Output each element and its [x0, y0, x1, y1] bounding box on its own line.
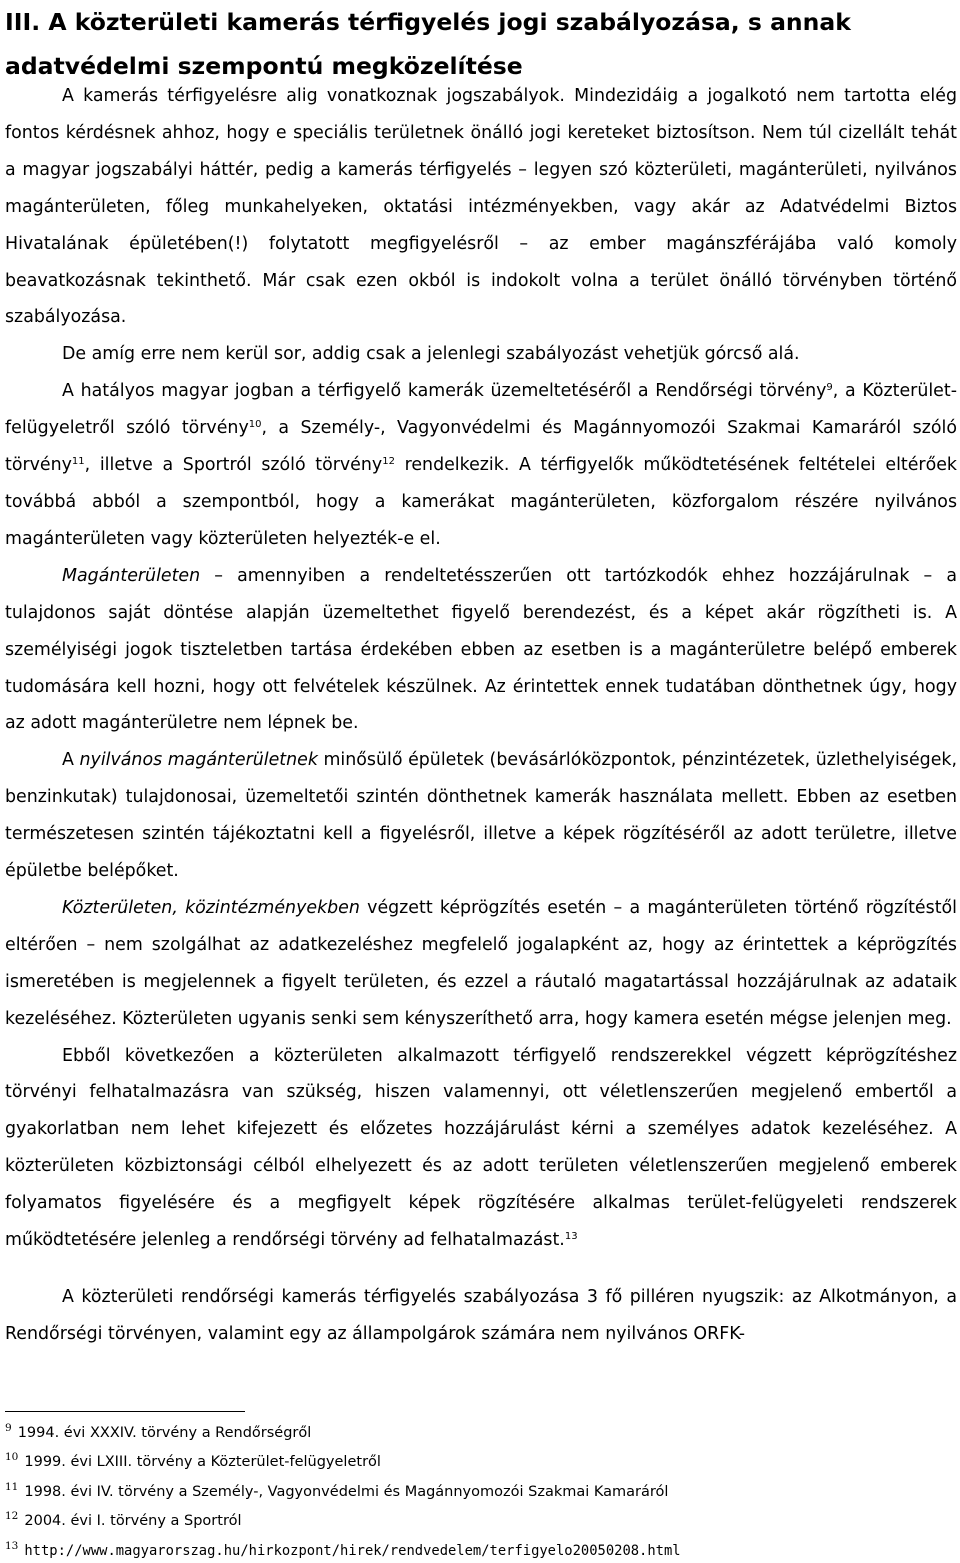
footnote-text: 1994. évi XXXIV. törvény a Rendőrségről — [17, 1425, 312, 1441]
paragraph-private-property — [5, 558, 957, 743]
footnote-ref[interactable]: 10 — [248, 419, 262, 431]
footnote-ref[interactable]: 13 — [564, 1231, 578, 1243]
paragraph-public-areas — [5, 890, 957, 1038]
text-run: , a Közterület-felügyeletről szóló törvény — [5, 381, 957, 439]
footnote-text: 2004. évi I. törvény a Sportról — [24, 1513, 242, 1530]
text-run: minősülő épületek (bevásárlóközpontok, pénzintézetek, üzlethelyiségek, benzinkutak) tulajdonosai, üzemeltetői szintén dönthetnek kamerák használata mellett. Ebben az esetben természetesen szintén tájékoztatni kell a figyelésről, illetve a képek rögzítéséről az adott területre, illetve épületbe belépőket. — [5, 750, 957, 882]
footnote-link[interactable]: http://www.magyarorszag.hu/hirkozpont/hirek/rendvedelem/terfigyelo20050208.html — [24, 1542, 681, 1559]
footnote — [5, 1475, 955, 1504]
text-run: végzett képrögzítés esetén – a magánterületen történő rögzítéstől eltérően – nem szolgálhat az adatkezeléshez megfelelő jogalapként az, hogy az érintettek a képrögzítés ismeretében is megjelennek a figyelt területen, és ezzel a ráutaló magatartással hozzájárulnak az adataik kezeléséhez. Közterületen ugyanis senki sem kényszeríthető arra, hogy kamera esetén mégse jelenjen meg. — [5, 897, 957, 1029]
footnote-number: 11 — [5, 1480, 19, 1493]
paragraph-pillars: A közterületi rendőrségi kamerás térfigyelés szabályozása 3 fő pilléren nyugszik: az Alkotmányon, a Rendőrségi törvényen, valamint egy az állampolgárok számára nem nyilvános ORFK- — [5, 1287, 957, 1344]
footnote-number: 9 — [5, 1422, 12, 1434]
paragraph-current-regulation: De amíg erre nem kerül sor, addig csak a jelenlegi szabályozást vehetjük górcső alá. — [62, 344, 800, 365]
footnote — [5, 1534, 955, 1563]
footnote — [5, 1445, 955, 1474]
section-heading: III. A közterületi kamerás térfigyelés jogi szabályozása, s annak adatvédelmi szempontú megközelítése — [5, 8, 851, 80]
footnote — [5, 1504, 955, 1533]
paragraph-intro: A kamerás térfigyelésre alig vonatkoznak jogszabályok. Mindezidáig a jogalkotó nem tartotta elég fontos kérdésnek ahhoz, hogy e speciális területnek önálló jogi kereteket biztosítson. Nem túl cizellált tehát a magyar jogszabályi háttér, pedig a kamerás térfigyelés – legyen szó közterületi, magánterületi, nyilvános magánterületen, főleg munkahelyeken, oktatási intézményekben, vagy akár az Adatvédelmi Biztos Hivatalának épületében(!) folytatott megfigyelésről – az ember magánszférájába való komoly beavatkozásnak tekinthető. Már csak ezen okból is indokolt volna a terület önálló törvényben történő szabályozása. — [5, 86, 957, 328]
text-run: Ebből következően a közterületen alkalmazott térfigyelő rendszerekkel végzett képrögzítéshez törvényi felhatalmazásra van szükség, hiszen valamennyi, ott véletlenszerűen megjelenő embertől a gyakorlatban nem lehet kifejezett és előzetes hozzájárulást kérni a személyes adatok kezeléséhez. A közterületen közbiztonsági célból elhelyezett és az adott területen véletlenszerűen megjelenő emberek folyamatos figyelésére és a megfigyelt képek rögzítésére alkalmas terület-felügyeleti rendszerek működtetésére jelenleg a rendőrségi törvény ad felhatalmazást. — [5, 1045, 957, 1251]
emphasis: Közterületen, közintézményekben — [62, 897, 360, 918]
text-run: rendelkezik. A térfigyelők működtetésének feltételei eltérőek továbbá abból a szempontból, hogy a kamerákat magánterületen, közforgalom részére nyilvános magánterületen vagy közterületen helyezték-e el. — [5, 455, 957, 549]
footnote-text: 1998. évi IV. törvény a Személy-, Vagyonvédelmi és Magánnyomozói Szakmai Kamaráról — [24, 1483, 669, 1500]
body-text — [5, 78, 957, 1353]
footnote-number: 10 — [5, 1451, 19, 1464]
footnote-number: 13 — [5, 1539, 19, 1552]
footnote-ref[interactable]: 11 — [71, 456, 85, 468]
footnote-ref[interactable]: 12 — [382, 456, 395, 468]
footnote-number: 12 — [5, 1510, 19, 1523]
paragraph-public-private-property — [5, 742, 957, 890]
text-run: A hatályos magyar jogban a térfigyelő kamerák üzemeltetéséről a Rendőrségi törvény — [62, 381, 827, 402]
paragraph-authorization — [5, 1038, 957, 1259]
text-run: A — [62, 750, 80, 771]
emphasis: nyilvános magánterületnek — [79, 750, 318, 771]
footnote-ref[interactable]: 9 — [826, 382, 833, 394]
text-run: – amennyiben a rendeltetésszerűen ott tartózkodók ehhez hozzájárulnak – a tulajdonos saját döntése alapján üzemeltethet figyelő berendezést, és a képet akár rögzítheti is. A személyiségi jogok tiszteletben tartása érdekében ebben az esetben is a magánterületre belépő emberek tudomására kell hozni, hogy ott felvételek készülnek. Az érintettek ennek tudatában dönthetnek úgy, hogy az adott magánterületre nem lépnek be. — [5, 565, 957, 734]
paragraph-effective-law — [5, 373, 957, 558]
footnote-separator — [5, 1411, 245, 1412]
emphasis: Magánterületen — [62, 565, 201, 586]
text-run: , illetve a Sportról szóló törvény — [84, 455, 383, 476]
text-run: , a Személy-, Vagyonvédelmi és Magánnyomozói Szakmai Kamaráról szóló törvény — [5, 418, 957, 476]
footnote — [5, 1416, 955, 1445]
footnote-text: 1999. évi LXIII. törvény a Közterület-felügyeletről — [24, 1454, 381, 1471]
